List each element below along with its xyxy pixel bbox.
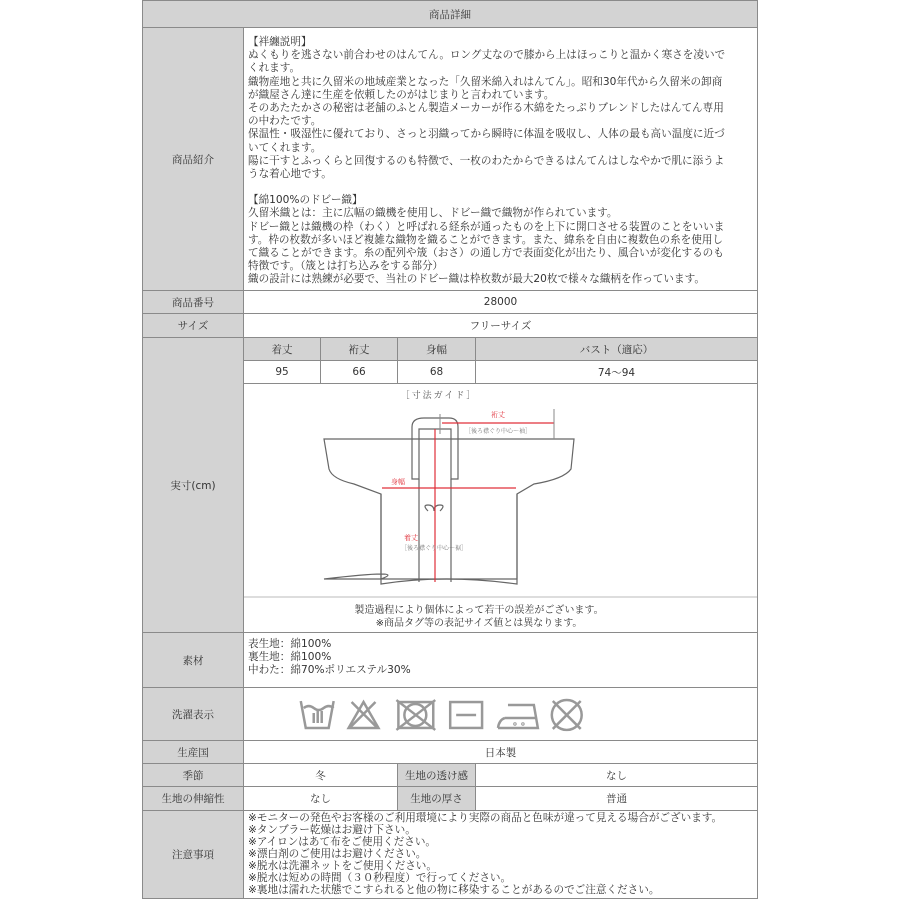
- guide-yuki: 裄丈: [491, 411, 505, 419]
- flat-dry-icon: [450, 702, 482, 728]
- text-line: 【綿100%のドビー織】: [248, 194, 363, 207]
- text-line: うな着心地です。: [248, 168, 332, 181]
- text-line: ※アイロンはあて布をご使用ください。: [248, 836, 437, 848]
- text-line: ※漂白剤のご使用はお避けください。: [248, 848, 427, 860]
- text-line: て織ることができます。糸の配列や筬（おさ）の通し方で表面変化が出たり、風合いが変化するのも: [248, 247, 724, 260]
- iron-low-icon: [498, 705, 538, 728]
- product-number-label: 商品番号: [142, 290, 244, 314]
- measure-value: 95: [243, 360, 321, 384]
- product-number-value: 28000: [243, 290, 758, 314]
- measure-header: 着丈: [243, 337, 321, 361]
- thickness-value: 普通: [475, 786, 758, 811]
- notes-text: [243, 810, 758, 899]
- text-line: ※モニターの発色やお客様のご利用環境により実際の商品と色味が違って見える場合がございます。: [248, 812, 723, 824]
- care-icons: [243, 687, 758, 741]
- no-bleach-icon: [349, 702, 379, 728]
- text-line: 裏生地：綿100%: [248, 651, 332, 664]
- guide-title: ［寸法ガイド］: [400, 391, 478, 401]
- guide-kitake-note: ［後ろ襟ぐり中心～裾］: [400, 545, 468, 552]
- intro-text: [243, 27, 758, 291]
- text-line: 織物産地と共に久留米の地域産業となった「久留米綿入れはんてん」。昭和30年代から久留米の卸商: [248, 75, 723, 88]
- stretch-value: なし: [243, 786, 398, 811]
- measure-note: ※商品タグ等の表記サイズ値とは異なります。: [375, 618, 583, 629]
- measure-header: 身幅: [397, 337, 476, 361]
- text-line: が織屋さん達に生産を依頼したのがはじまりと言われています。: [248, 88, 555, 101]
- text-line: 特徴です。（筬とは打ち込みをする部分）: [248, 260, 444, 273]
- text-line: 久留米織とは：主に広幅の織機を使用し、ドビー織で織物が作られています。: [248, 207, 618, 220]
- text-line: ※脱水は洗濯ネットをご使用ください。: [248, 860, 437, 872]
- season-value: 冬: [243, 763, 398, 787]
- text-line: 【袢纏説明】: [248, 36, 312, 48]
- sheerness-value: なし: [475, 763, 758, 787]
- size-guide: [243, 383, 758, 633]
- text-line: の中わたです。: [248, 115, 322, 128]
- origin-label: 生産国: [142, 740, 244, 764]
- table-header: 商品詳細: [142, 0, 758, 28]
- stretch-label: 生地の伸縮性: [142, 786, 244, 811]
- haori-diagram: [244, 384, 757, 632]
- text-line: ※裏地は濡れた状態でこすられると他の物に移染することがあるのでご注意ください。: [248, 884, 660, 896]
- text-line: [248, 181, 753, 194]
- text-line: 保温性・吸湿性に優れており、さっと羽織ってから瞬時に体温を吸収し、人体の最も高い温度に近づ: [248, 128, 725, 141]
- text-line: ドビー織とは織機の枠（わく）と呼ばれる経糸が通ったものを上下に開口させる装置のことをいいま: [248, 220, 725, 233]
- guide-kitake: 着丈: [404, 534, 418, 542]
- text-line: 表生地：綿100%: [248, 638, 332, 650]
- text-line: ※タンブラー乾燥はお避け下さい。: [248, 824, 416, 836]
- size-value: フリーサイズ: [243, 313, 758, 338]
- care-label: 洗濯表示: [142, 687, 244, 741]
- measure-value: 66: [320, 360, 398, 384]
- hand-wash-icon: [301, 701, 334, 728]
- material-text: [243, 632, 758, 688]
- text-line: くれます。: [248, 62, 301, 75]
- thickness-label: 生地の厚さ: [397, 786, 476, 811]
- text-line: そのあたたかさの秘密は老舗のふとん製造メーカーが作る木綿をたっぷりブレンドしたはんてん専用: [248, 102, 724, 115]
- sheerness-label: 生地の透け感: [397, 763, 476, 787]
- size-label: サイズ: [142, 313, 244, 338]
- no-tumble-dry-icon: [396, 700, 435, 730]
- text-line: 織の設計には熟練が必要で、当社のドビー織は枠枚数が最大20枚で様々な織柄を作っています。: [248, 273, 705, 286]
- text-line: 中わた：綿70%ポリエステル30%: [248, 664, 411, 677]
- text-line: ぬくもりを逃さない前合わせのはんてん。ロング丈なので膝から上はほっこりと温かく寒さを凌いで: [248, 49, 726, 62]
- text-line: す。枠の枚数が多いほど複雑な織物を織ることができます。また、緯糸を自由に複数色の糸を使用し: [248, 233, 724, 246]
- origin-value: 日本製: [243, 740, 758, 764]
- measure-header: バスト（適応）: [475, 337, 758, 361]
- text-line: ※脱水は短めの時間（３０秒程度）で行ってください。: [248, 872, 512, 884]
- notes-label: 注意事項: [142, 810, 244, 899]
- measure-note: 製造過程により個体によって若干の誤差がございます。: [354, 605, 604, 616]
- measure-value: 74～94: [475, 360, 758, 384]
- no-dry-clean-icon: [552, 700, 582, 730]
- season-label: 季節: [142, 763, 244, 787]
- guide-yuki-note: ［後ろ襟ぐり中心～袖］: [464, 428, 532, 435]
- text-line: 陽に干すとふっくらと回復するのも特徴で、一枚のわたからできるはんてんはしなやかで肌に添うよ: [248, 154, 725, 167]
- measure-label: 実寸(cm): [142, 337, 244, 633]
- guide-mihaba: 身幅: [391, 478, 405, 486]
- material-label: 素材: [142, 632, 244, 688]
- measure-value: 68: [397, 360, 476, 384]
- measure-header: 裄丈: [320, 337, 398, 361]
- intro-label: 商品紹介: [142, 27, 244, 291]
- text-line: いてくれます。: [248, 141, 322, 154]
